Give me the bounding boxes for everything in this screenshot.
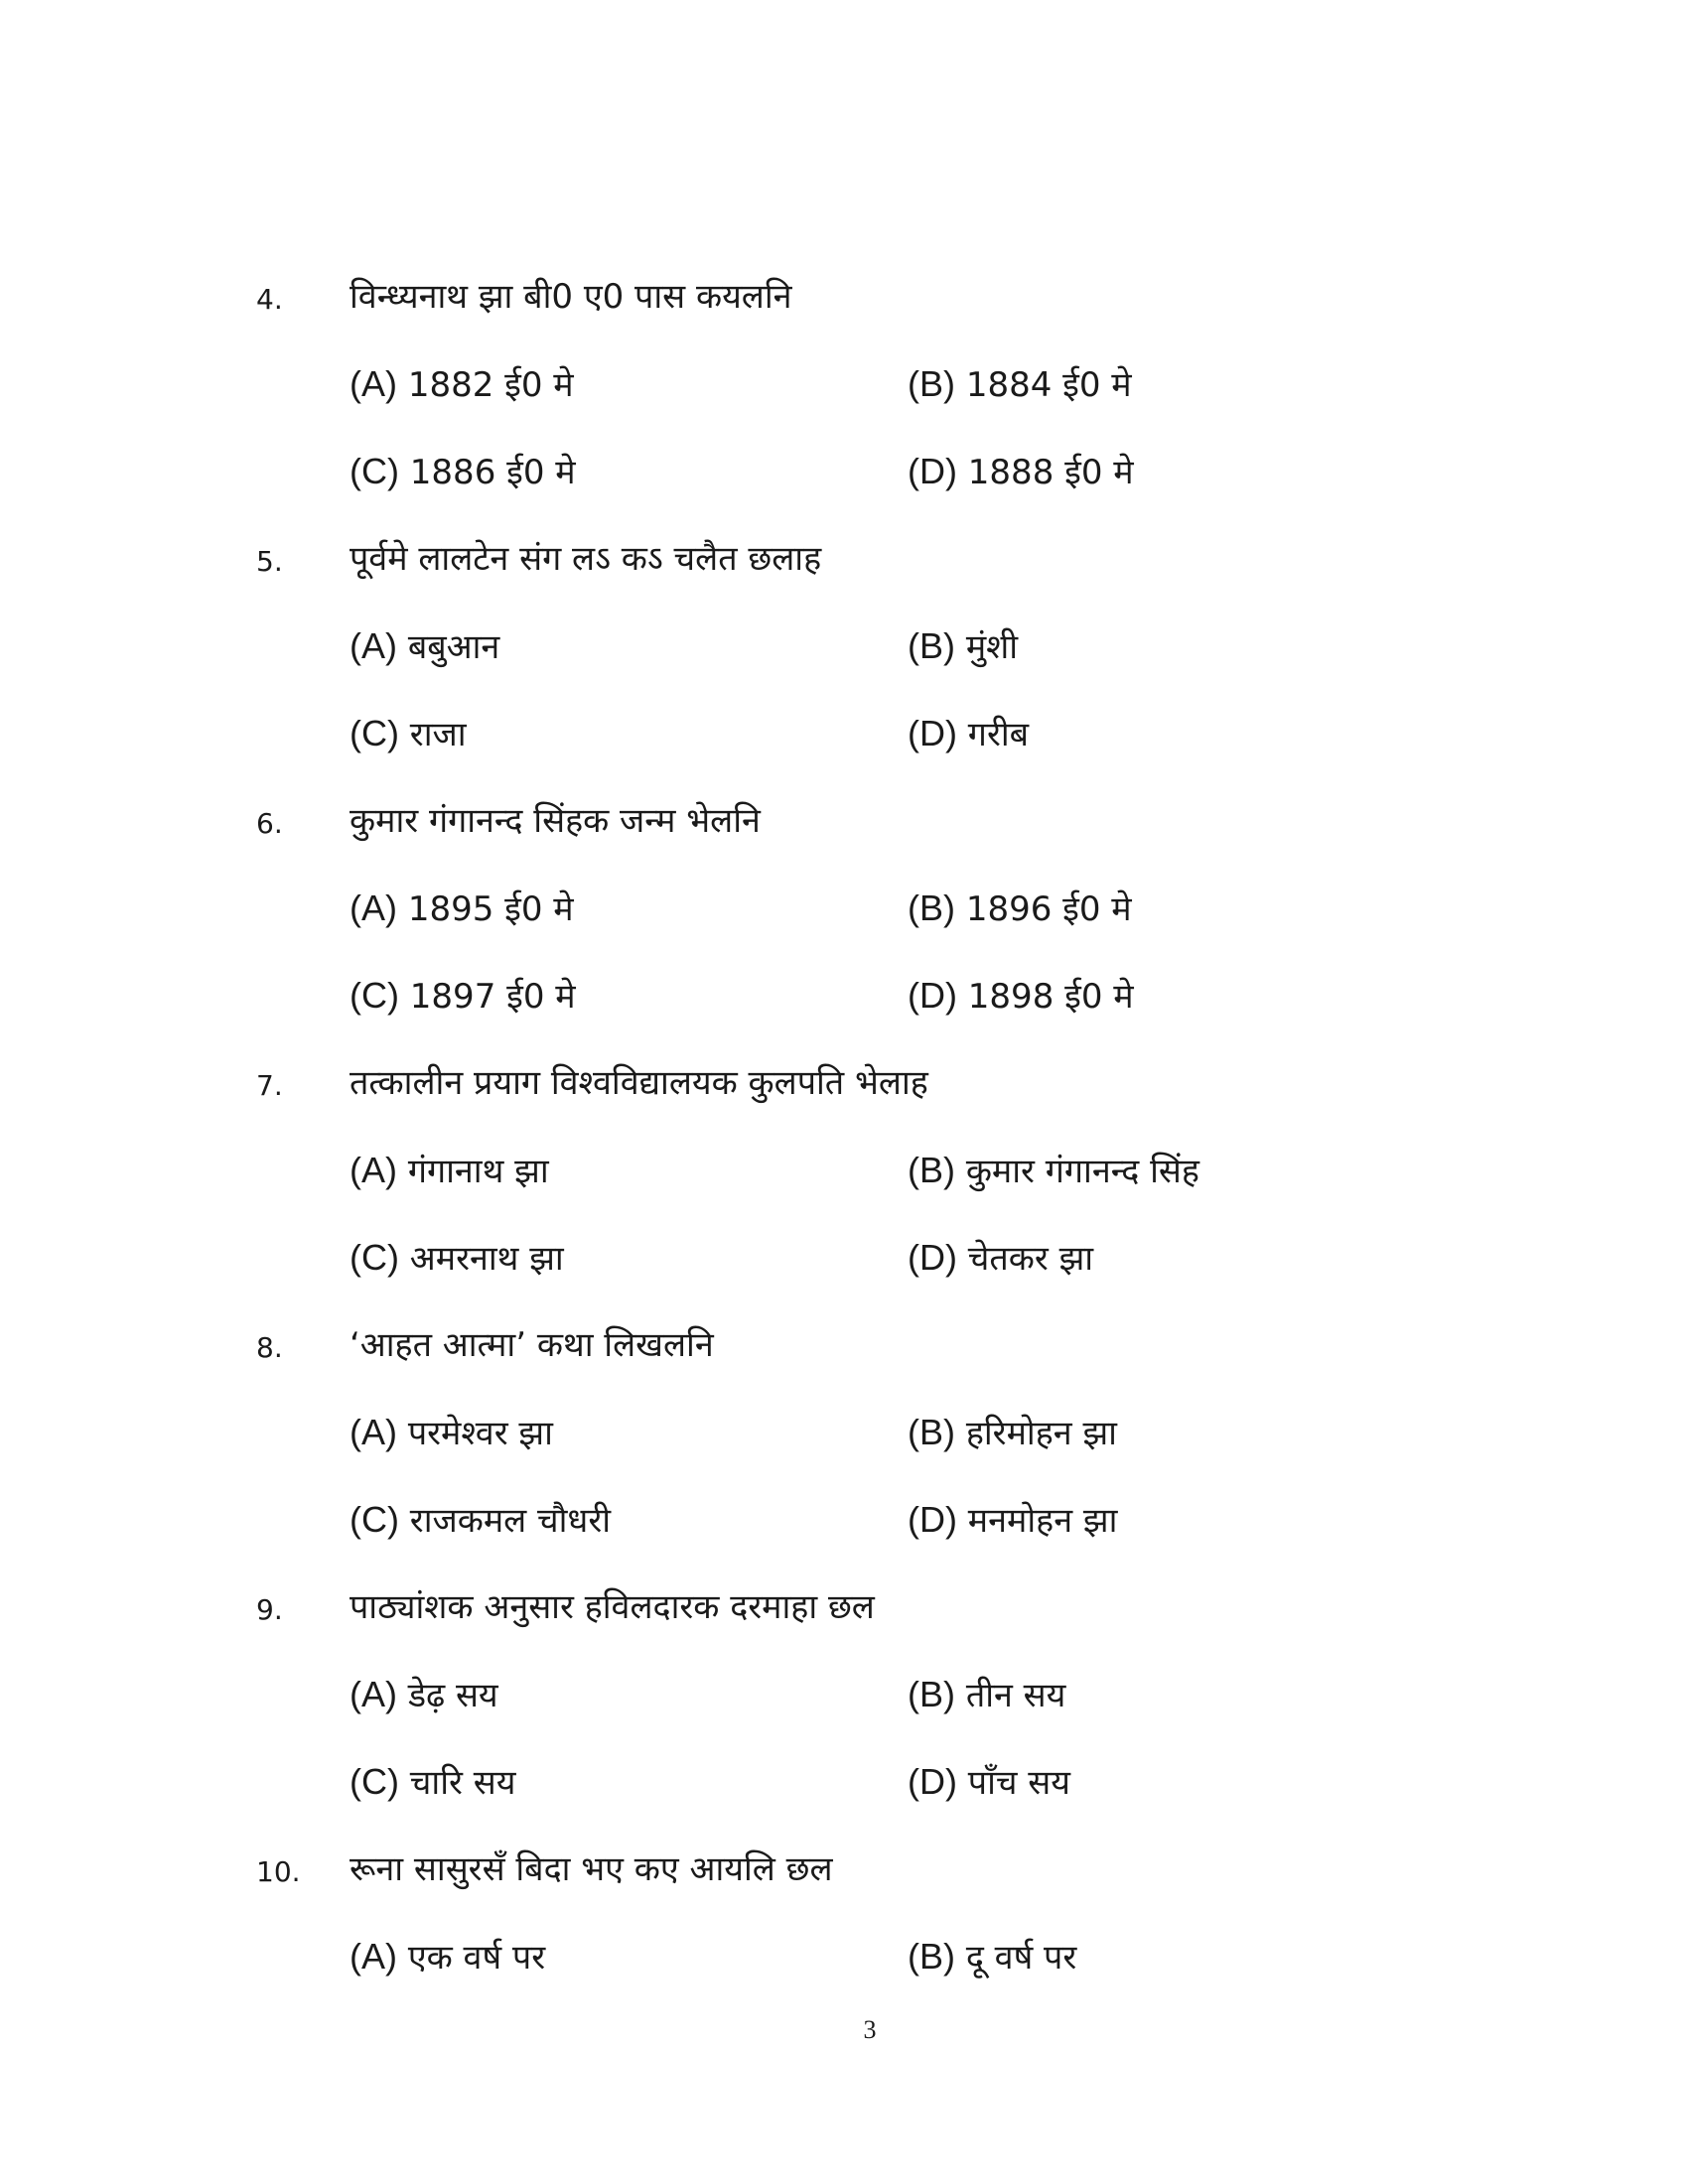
option-a bbox=[350, 1148, 549, 1194]
options-row bbox=[0, 1404, 1688, 1463]
option-letter: (B) bbox=[908, 887, 955, 928]
options-row bbox=[0, 443, 1688, 502]
option-text: मनमोहन झा bbox=[967, 1501, 1118, 1541]
options-row bbox=[0, 967, 1688, 1026]
question-row bbox=[0, 1841, 1688, 1900]
option-letter: (B) bbox=[908, 1936, 955, 1977]
option-letter: (D) bbox=[908, 1761, 957, 1802]
option-letter: (C) bbox=[350, 1237, 399, 1278]
option-a bbox=[350, 361, 574, 408]
option-letter: (B) bbox=[908, 625, 955, 666]
option-letter: (C) bbox=[350, 451, 399, 491]
question-row bbox=[0, 1316, 1688, 1376]
question-number: 6. bbox=[256, 807, 283, 840]
option-d bbox=[908, 449, 1134, 495]
option-letter: (B) bbox=[908, 363, 955, 404]
options-row bbox=[0, 1491, 1688, 1551]
question-text: कुमार गंगानन्द सिंहक जन्म भेलनि bbox=[350, 801, 761, 841]
question-6 bbox=[0, 792, 1688, 1026]
option-text: हरिमोहन झा bbox=[965, 1414, 1117, 1453]
options-row bbox=[0, 1666, 1688, 1725]
question-5 bbox=[0, 530, 1688, 764]
question-row bbox=[0, 1054, 1688, 1114]
page-number: 3 bbox=[863, 2015, 877, 2044]
question-8 bbox=[0, 1316, 1688, 1551]
option-letter: (B) bbox=[908, 1674, 955, 1714]
question-9 bbox=[0, 1578, 1688, 1813]
option-letter: (B) bbox=[908, 1150, 955, 1190]
options-row bbox=[0, 1928, 1688, 1987]
option-b bbox=[908, 1410, 1117, 1456]
question-number: 4. bbox=[256, 283, 283, 316]
question-row bbox=[0, 1578, 1688, 1638]
option-text: 1897 ई0 मे bbox=[409, 977, 576, 1017]
option-letter: (A) bbox=[350, 1412, 397, 1452]
option-text: 1896 ई0 मे bbox=[965, 889, 1132, 929]
options-row bbox=[0, 1229, 1688, 1289]
option-a bbox=[350, 623, 499, 670]
option-text: गरीब bbox=[967, 715, 1030, 754]
option-b bbox=[908, 1148, 1199, 1194]
option-letter: (D) bbox=[908, 713, 957, 753]
option-text: एक वर्ष पर bbox=[407, 1938, 546, 1978]
option-d bbox=[908, 711, 1029, 757]
options-row bbox=[0, 355, 1688, 415]
question-number: 7. bbox=[256, 1069, 283, 1102]
option-letter: (C) bbox=[350, 1761, 399, 1802]
option-text: पाँच सय bbox=[967, 1763, 1071, 1803]
question-text: रूना सासुरसँ बिदा भए कए आयलि छल bbox=[350, 1849, 833, 1889]
option-text: राजा bbox=[409, 715, 467, 754]
option-a bbox=[350, 1410, 553, 1456]
option-text: डेढ़ सय bbox=[407, 1676, 498, 1715]
option-text: मुंशी bbox=[965, 627, 1019, 667]
question-10 bbox=[0, 1841, 1688, 1987]
option-letter: (D) bbox=[908, 975, 957, 1016]
option-a bbox=[350, 886, 574, 932]
question-4 bbox=[0, 268, 1688, 502]
option-letter: (C) bbox=[350, 1499, 399, 1540]
option-letter: (A) bbox=[350, 1150, 397, 1190]
question-text: विन्ध्यनाथ झा बी0 ए0 पास कयलनि bbox=[350, 277, 792, 317]
option-letter: (A) bbox=[350, 887, 397, 928]
question-number: 10. bbox=[256, 1855, 301, 1888]
option-text: राजकमल चौधरी bbox=[409, 1501, 612, 1541]
option-letter: (D) bbox=[908, 451, 957, 491]
options-row bbox=[0, 1753, 1688, 1813]
option-text: चारि सय bbox=[409, 1763, 516, 1803]
option-b bbox=[908, 361, 1132, 408]
option-letter: (D) bbox=[908, 1237, 957, 1278]
option-text: 1898 ई0 मे bbox=[967, 977, 1134, 1017]
option-text: गंगानाथ झा bbox=[407, 1152, 549, 1191]
question-number: 9. bbox=[256, 1593, 283, 1626]
option-text: 1886 ई0 मे bbox=[409, 453, 576, 492]
option-text: चेतकर झा bbox=[967, 1239, 1094, 1279]
option-letter: (A) bbox=[350, 625, 397, 666]
question-text: पूर्वमे लालटेन संग लऽ कऽ चलैत छलाह bbox=[350, 539, 822, 579]
option-c bbox=[350, 711, 467, 757]
option-letter: (D) bbox=[908, 1499, 957, 1540]
question-row bbox=[0, 792, 1688, 852]
options-row bbox=[0, 705, 1688, 764]
option-letter: (B) bbox=[908, 1412, 955, 1452]
option-text: कुमार गंगानन्द सिंह bbox=[965, 1152, 1199, 1191]
option-c bbox=[350, 1759, 515, 1806]
option-d bbox=[908, 1497, 1117, 1544]
options-row bbox=[0, 1142, 1688, 1201]
option-c bbox=[350, 1235, 564, 1282]
option-letter: (A) bbox=[350, 363, 397, 404]
option-text: अमरनाथ झा bbox=[409, 1239, 564, 1279]
option-b bbox=[908, 623, 1018, 670]
option-letter: (C) bbox=[350, 713, 399, 753]
option-text: 1888 ई0 मे bbox=[967, 453, 1134, 492]
option-b bbox=[908, 1934, 1076, 1980]
options-row bbox=[0, 880, 1688, 939]
option-text: 1895 ई0 मे bbox=[407, 889, 574, 929]
option-text: परमेश्वर झा bbox=[407, 1414, 553, 1453]
option-text: तीन सय bbox=[965, 1676, 1066, 1715]
question-text: तत्कालीन प्रयाग विश्वविद्यालयक कुलपति भेलाह bbox=[350, 1063, 928, 1103]
question-row bbox=[0, 268, 1688, 328]
option-a bbox=[350, 1934, 545, 1980]
option-letter: (C) bbox=[350, 975, 399, 1016]
question-text: ‘आहत आत्मा’ कथा लिखलनि bbox=[350, 1325, 714, 1365]
option-c bbox=[350, 449, 576, 495]
option-text: 1882 ई0 मे bbox=[407, 365, 574, 405]
option-letter: (A) bbox=[350, 1674, 397, 1714]
question-7 bbox=[0, 1054, 1688, 1289]
option-letter: (A) bbox=[350, 1936, 397, 1977]
option-d bbox=[908, 1235, 1093, 1282]
option-b bbox=[908, 1672, 1065, 1718]
option-c bbox=[350, 973, 576, 1020]
options-row bbox=[0, 617, 1688, 677]
option-b bbox=[908, 886, 1132, 932]
option-a bbox=[350, 1672, 498, 1718]
question-number: 5. bbox=[256, 545, 283, 578]
question-row bbox=[0, 530, 1688, 590]
option-text: बबुआन bbox=[407, 627, 500, 667]
option-d bbox=[908, 973, 1134, 1020]
option-text: 1884 ई0 मे bbox=[965, 365, 1132, 405]
option-d bbox=[908, 1759, 1070, 1806]
option-c bbox=[350, 1497, 611, 1544]
option-text: दू वर्ष पर bbox=[965, 1938, 1077, 1978]
question-number: 8. bbox=[256, 1331, 283, 1364]
question-text: पाठ्यांशक अनुसार हविलदारक दरमाहा छल bbox=[350, 1587, 875, 1627]
